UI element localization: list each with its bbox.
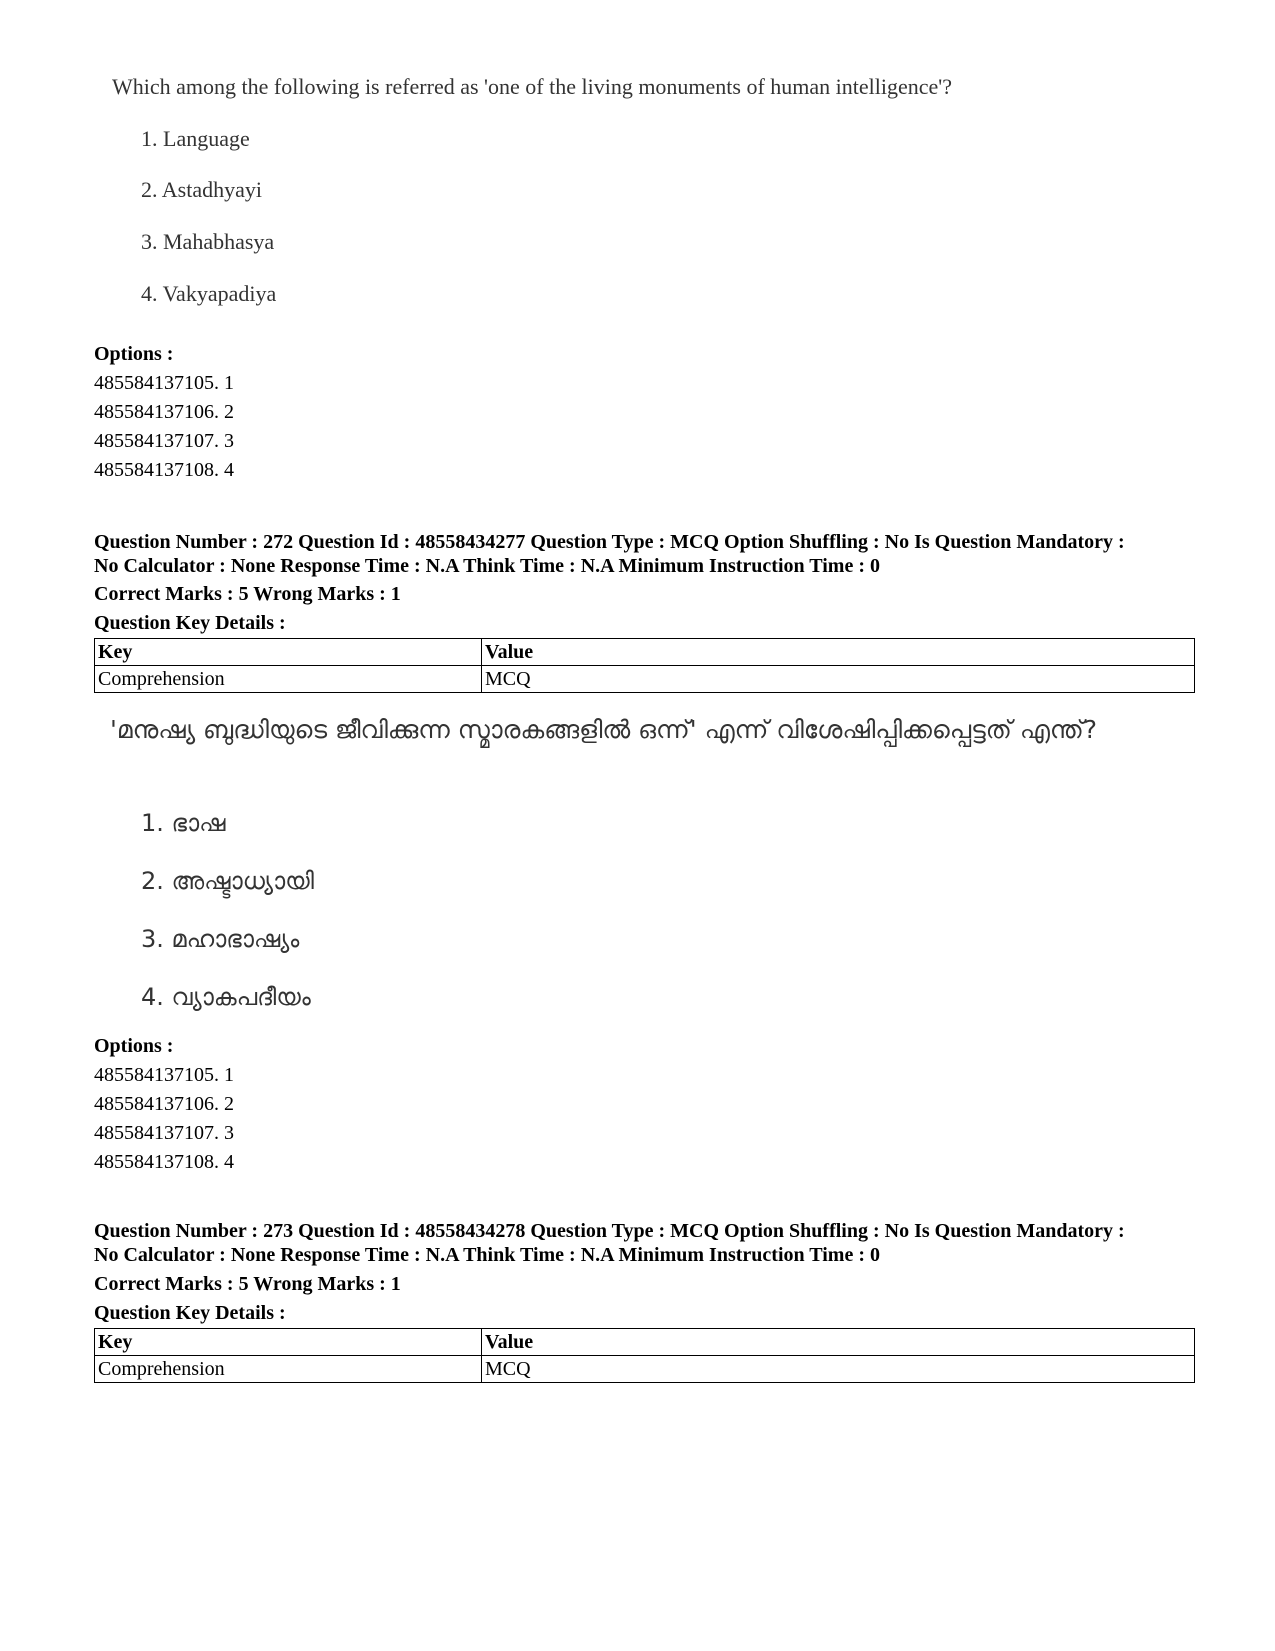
table-cell-key: Comprehension <box>95 666 482 693</box>
question-meta-line-1: Question Number : 273 Question Id : 48558434278 Question Type : MCQ Option Shuffling : No Is Question Mandatory : <box>94 1220 1125 1242</box>
options-list <box>94 369 234 485</box>
option-id-item: 485584137105. 1 <box>94 372 234 394</box>
question-image-option-4: 4. വ്യാകപദീയം <box>141 983 311 1011</box>
question-image-option-2: 2. Astadhyayi <box>141 177 262 202</box>
table-row <box>95 1356 1195 1383</box>
option-id-item: 485584137106. 2 <box>94 401 234 423</box>
question-image-option-1: 1. ഭാഷ <box>141 809 226 837</box>
table-cell-value: MCQ <box>482 666 1195 693</box>
options-list <box>94 1061 234 1177</box>
question-key-details-title: Question Key Details : <box>94 612 286 634</box>
option-id-item: 485584137107. 3 <box>94 430 234 452</box>
question-image-text-english: Which among the following is referred as 'one of the living monuments of human intelligence'? <box>112 74 953 99</box>
table-header-row <box>95 1329 1195 1356</box>
question-image-option-2: 2. അഷ്ടാധ്യായി <box>141 867 314 895</box>
option-id-item: 485584137108. 4 <box>94 1151 234 1173</box>
table-header-key: Key <box>95 1329 482 1356</box>
option-id-item: 485584137108. 4 <box>94 459 234 481</box>
question-image-option-4: 4. Vakyapadiya <box>141 281 277 306</box>
option-id-item: 485584137106. 2 <box>94 1093 234 1115</box>
question-marks: Correct Marks : 5 Wrong Marks : 1 <box>94 583 401 605</box>
option-id-item: 485584137107. 3 <box>94 1122 234 1144</box>
table-row <box>95 666 1195 693</box>
table-header-row <box>95 639 1195 666</box>
question-meta-line-2: No Calculator : None Response Time : N.A Think Time : N.A Minimum Instruction Time : 0 <box>94 1244 880 1266</box>
table-header-value: Value <box>482 639 1195 666</box>
question-marks: Correct Marks : 5 Wrong Marks : 1 <box>94 1273 401 1295</box>
question-key-details-title: Question Key Details : <box>94 1302 286 1324</box>
question-image-option-1: 1. Language <box>141 126 250 151</box>
question-image-option-3: 3. മഹാഭാഷ്യം <box>141 925 300 953</box>
options-title: Options : <box>94 343 174 365</box>
question-image-option-3: 3. Mahabhasya <box>141 229 275 254</box>
question-key-table <box>94 638 1195 693</box>
table-header-key: Key <box>95 639 482 666</box>
question-key-table <box>94 1328 1195 1383</box>
option-id-item: 485584137105. 1 <box>94 1064 234 1086</box>
table-cell-value: MCQ <box>482 1356 1195 1383</box>
question-image-text-malayalam: 'മനുഷ്യ ബുദ്ധിയുടെ ജീവിക്കുന്ന സ്മാരകങ്ങളിൽ ഒന്ന്' എന്ന് വിശേഷിപ്പിക്കപ്പെട്ടത് എന്ത്? <box>110 715 1098 744</box>
table-header-value: Value <box>482 1329 1195 1356</box>
question-meta-line-1: Question Number : 272 Question Id : 48558434277 Question Type : MCQ Option Shuffling : No Is Question Mandatory : <box>94 531 1125 553</box>
options-title: Options : <box>94 1035 174 1057</box>
table-cell-key: Comprehension <box>95 1356 482 1383</box>
question-meta-line-2: No Calculator : None Response Time : N.A Think Time : N.A Minimum Instruction Time : 0 <box>94 555 880 577</box>
